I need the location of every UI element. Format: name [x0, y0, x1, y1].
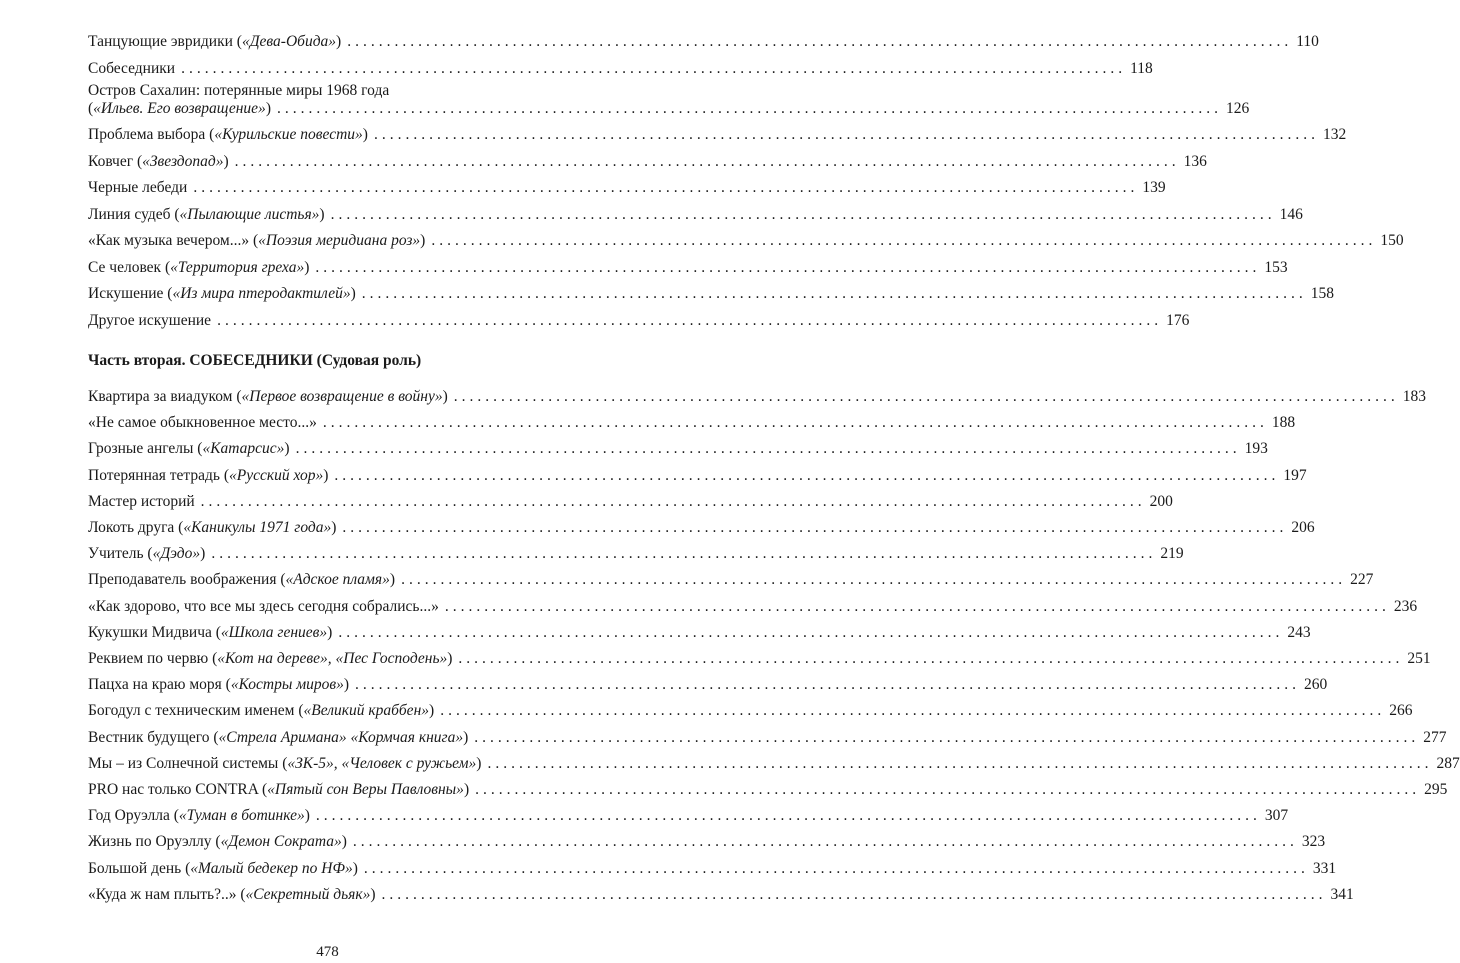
toc-entry — [88, 304, 1190, 330]
entry-title-group — [88, 860, 358, 878]
toc-entry — [88, 277, 1334, 303]
entry-page-number: 153 — [1264, 258, 1288, 276]
entry-page-number: 236 — [1393, 597, 1418, 615]
entry-title-group — [88, 493, 195, 511]
entry-title: Богодул с техническим именем ( — [88, 702, 304, 720]
entry-title-suffix: ) — [370, 885, 376, 903]
entry-work-title: «Территория греха» — [170, 258, 305, 276]
entry-work-title: «Ильев. Его возвращение» — [93, 100, 266, 117]
dot-leader: ........................................................................................................................ — [334, 466, 1280, 484]
entry-title-group — [88, 755, 481, 773]
entry-title-suffix: ) — [362, 126, 368, 143]
dot-leader: ........................................................................................................................ — [453, 388, 1399, 405]
entry-title-suffix: ) — [331, 519, 337, 536]
entry-title-suffix: ) — [476, 754, 482, 772]
toc-entry — [88, 825, 1326, 851]
entry-work-title: «Малый бедекер по НФ» — [190, 859, 353, 877]
entry-title-suffix: ) — [319, 205, 325, 223]
entry-title-group — [88, 312, 211, 330]
toc-entry — [88, 198, 1303, 224]
entry-title: Мастер историй — [88, 492, 195, 510]
entry-title-group — [88, 598, 439, 616]
entry-title: Черные лебеди — [88, 179, 188, 196]
entry-title-group — [88, 60, 175, 78]
page-number: 478 — [316, 944, 339, 960]
entry-title-group — [88, 807, 310, 825]
entry-page-number: 295 — [1424, 781, 1448, 798]
entry-work-title: «Поэзия меридиана роз» — [258, 232, 421, 249]
dot-leader: ........................................................................................................................ — [355, 676, 1301, 694]
toc-entry — [88, 590, 1418, 616]
entry-work-title: «Катарсис» — [202, 440, 285, 458]
dot-leader: ........................................................................................................................ — [217, 311, 1163, 329]
entry-title-group — [88, 206, 325, 224]
entry-title: Мы – из Солнечной системы ( — [88, 754, 288, 772]
dot-leader: ........................................................................................................................ — [193, 179, 1139, 196]
entry-page-number: 243 — [1287, 623, 1311, 641]
entry-title-group — [88, 571, 395, 589]
entry-title-group — [88, 232, 425, 250]
dot-leader: ........................................................................................................................ — [342, 519, 1288, 536]
entry-title: «Не самое обыкновенное место...» — [88, 414, 317, 432]
dot-leader: ........................................................................................................................ — [211, 545, 1157, 563]
entry-title-suffix: ) — [350, 285, 356, 302]
entry-page-number: 287 — [1436, 754, 1460, 772]
entry-title-group — [88, 833, 347, 851]
entry-page-number: 260 — [1304, 676, 1328, 694]
entry-work-title: «Костры миров» — [230, 676, 344, 694]
entry-page-number: 118 — [1130, 59, 1153, 77]
entry-work-title: «Русский хор» — [228, 466, 324, 484]
entry-page-number: 277 — [1423, 728, 1447, 746]
entry-title-group — [88, 33, 341, 51]
entry-page-number: 110 — [1296, 33, 1319, 50]
entry-title-line — [88, 100, 1250, 118]
dot-leader: ........................................................................................................................ — [475, 781, 1421, 798]
toc-entry — [88, 878, 1354, 904]
entry-page-number: 176 — [1166, 311, 1190, 329]
toc-entry — [88, 25, 1319, 51]
entry-page-number: 146 — [1279, 205, 1303, 223]
entry-title-group — [88, 153, 229, 171]
entry-title-suffix: ) — [420, 232, 426, 249]
toc-entry — [88, 380, 1426, 406]
entry-title-suffix: ) — [323, 466, 329, 484]
entry-work-title: «Туман в ботинке» — [178, 807, 305, 825]
entry-title-group — [88, 781, 469, 799]
toc-entry — [88, 747, 1460, 773]
entry-title-group — [88, 545, 205, 563]
entry-work-title: «Пятый сон Веры Павловны» — [267, 781, 464, 798]
entry-title-suffix: ) — [284, 440, 290, 458]
entry-work-title: «Дэдо» — [152, 545, 201, 563]
entry-work-title: «Каникулы 1971 года» — [183, 519, 332, 536]
entry-title: Собеседники — [88, 59, 176, 77]
dot-leader: ........................................................................................................................ — [401, 571, 1347, 589]
entry-work-title: «Демон Сократа» — [220, 833, 342, 851]
dot-leader: ........................................................................................................................ — [474, 728, 1420, 746]
toc-entry — [88, 511, 1315, 537]
entry-title-suffix: ) — [327, 623, 333, 641]
entry-title-group — [88, 285, 356, 303]
entry-title: Грозные ангелы ( — [88, 440, 203, 458]
entry-title-suffix: ) — [304, 807, 310, 825]
dot-leader: ........................................................................................................................ — [352, 833, 1298, 851]
entry-title-group — [88, 729, 468, 747]
entry-title-group — [88, 440, 290, 458]
entry-title: Большой день ( — [88, 859, 191, 877]
entry-title-group — [88, 259, 309, 277]
toc-entry — [88, 852, 1337, 878]
entry-work-title: «Курильские повести» — [214, 126, 363, 143]
entry-work-title: «Секретный дьяк» — [245, 885, 371, 903]
dot-leader: ........................................................................................................................ — [373, 126, 1319, 143]
entry-title: Преподаватель воображения ( — [88, 571, 286, 589]
dot-leader: ........................................................................................................................ — [487, 754, 1433, 772]
entry-work-title: «Первое возвращение в войну» — [241, 388, 443, 405]
toc-entry — [88, 616, 1311, 642]
entry-page-number: 126 — [1225, 100, 1250, 117]
entry-title-group — [88, 702, 434, 720]
entry-title-group — [88, 886, 376, 904]
entry-title-group — [88, 126, 368, 144]
entry-page-number: 193 — [1244, 440, 1268, 458]
toc-entry — [88, 668, 1328, 694]
entry-work-title: «ЗК-5», «Человек с ружьем» — [287, 754, 477, 772]
entry-title-suffix: ) — [341, 833, 347, 851]
toc-entry — [88, 799, 1289, 825]
entry-title-group — [88, 676, 349, 694]
entry-title: Реквием по червю ( — [88, 650, 218, 667]
dot-leader: ........................................................................................................................ — [338, 623, 1284, 641]
entry-work-title: «Из мира птеродактилей» — [172, 285, 351, 302]
toc-entry — [88, 432, 1268, 458]
entry-title: «Как здорово, что все мы здесь сегодня собрались...» — [88, 597, 439, 615]
entry-title: ( — [88, 100, 94, 117]
entry-title-suffix: ) — [352, 859, 358, 877]
dot-leader: ........................................................................................................................ — [381, 885, 1327, 903]
toc-entry — [88, 171, 1166, 197]
entry-title-suffix: ) — [463, 728, 469, 746]
entry-title-suffix: ) — [429, 702, 435, 720]
entry-title: Кукушки Мидвича ( — [88, 623, 221, 641]
entry-work-title: «Дева-Обида» — [241, 33, 337, 50]
entry-title-group — [88, 179, 187, 197]
entry-page-number: 136 — [1183, 152, 1207, 170]
toc-entry — [88, 251, 1288, 277]
entry-work-title: «Звездопад» — [142, 152, 224, 170]
entry-title: Искушение ( — [88, 285, 173, 302]
entry-title: «Куда ж нам плыть?..» ( — [88, 885, 246, 903]
entry-page-number: 341 — [1330, 885, 1354, 903]
entry-title-suffix: ) — [223, 152, 229, 170]
entry-page-number: 331 — [1312, 859, 1337, 877]
entry-title: Се человек ( — [88, 258, 171, 276]
toc-entry — [88, 694, 1413, 720]
entry-title: Линия судеб ( — [88, 205, 180, 223]
toc-entry — [88, 721, 1447, 747]
entry-page-number: 323 — [1301, 833, 1326, 851]
toc-entry — [88, 485, 1173, 511]
entry-title-group — [88, 414, 317, 432]
entry-title-group — [88, 650, 452, 668]
dot-leader: ........................................................................................................................ — [440, 702, 1386, 720]
entry-title-group — [88, 624, 332, 642]
entry-page-number: 206 — [1291, 519, 1315, 536]
entry-title-group — [88, 100, 271, 118]
entry-page-number: 183 — [1402, 388, 1426, 405]
entry-page-number: 132 — [1322, 126, 1347, 143]
entry-work-title: «Пылающие листья» — [179, 205, 320, 223]
entry-page-number: 139 — [1142, 179, 1166, 196]
entry-title-suffix: ) — [389, 571, 396, 589]
section-heading: Часть вторая. СОБЕСЕДНИКИ (Судовая роль) — [88, 352, 422, 369]
entry-title-suffix: ) — [463, 781, 470, 798]
dot-leader: ........................................................................................................................ — [347, 33, 1293, 50]
entry-title: Жизнь по Оруэллу ( — [88, 833, 221, 851]
entry-title-suffix: ) — [304, 258, 310, 276]
entry-title-suffix: ) — [447, 650, 453, 667]
entry-title: Вестник будущего ( — [88, 728, 219, 746]
toc-entry — [88, 78, 1250, 118]
entry-page-number: 227 — [1350, 571, 1374, 589]
entry-title: Квартира за виадуком ( — [88, 388, 242, 405]
entry-page-number: 200 — [1149, 492, 1173, 510]
entry-title: Танцующие эвридики ( — [88, 33, 242, 50]
entry-work-title: «Школа гениев» — [220, 623, 328, 641]
dot-leader: ........................................................................................................................ — [295, 440, 1241, 458]
toc-entry — [88, 459, 1307, 485]
toc-entry — [88, 773, 1448, 799]
entry-page-number: 197 — [1283, 466, 1307, 484]
toc-entry — [88, 52, 1153, 78]
entry-work-title: «Адское пламя» — [285, 571, 390, 589]
dot-leader: ........................................................................................................................ — [322, 414, 1268, 432]
entry-page-number: 188 — [1271, 414, 1296, 432]
dot-leader: ........................................................................................................................ — [315, 807, 1261, 825]
entry-title-suffix: ) — [200, 545, 206, 563]
dot-leader: ........................................................................................................................ — [431, 232, 1377, 249]
entry-page-number: 307 — [1264, 807, 1289, 825]
entry-page-number: 266 — [1389, 702, 1413, 720]
entry-title: Ковчег ( — [88, 152, 143, 170]
entry-title-suffix: ) — [265, 100, 271, 117]
dot-leader: ........................................................................................................................ — [330, 205, 1276, 223]
toc-entry — [88, 145, 1207, 171]
dot-leader: ........................................................................................................................ — [444, 597, 1390, 615]
dot-leader: ........................................................................................................................ — [181, 59, 1127, 77]
toc-entry — [88, 537, 1184, 563]
entry-title: Локоть друга ( — [88, 519, 184, 536]
entry-title: Проблема выбора ( — [88, 126, 215, 143]
entry-title: Год Оруэлла ( — [88, 807, 179, 825]
toc-entry — [88, 224, 1404, 250]
entry-page-number: 219 — [1160, 545, 1184, 563]
entry-page-number: 158 — [1310, 285, 1334, 302]
entry-title: Учитель ( — [88, 545, 153, 563]
dot-leader: ........................................................................................................................ — [315, 258, 1261, 276]
entry-work-title: «Великий краббен» — [303, 702, 430, 720]
toc-entry — [88, 563, 1374, 589]
entry-title: PRO нас только CONTRA ( — [88, 781, 268, 798]
dot-leader: ........................................................................................................................ — [200, 492, 1146, 510]
entry-title-group — [88, 519, 336, 537]
entry-work-title: «Стрела Аримана» «Кормчая книга» — [218, 728, 464, 746]
entry-title: Пацха на краю моря ( — [88, 676, 231, 694]
entry-title-line: Остров Сахалин: потерянные миры 1968 года — [88, 82, 390, 99]
dot-leader: ........................................................................................................................ — [458, 650, 1404, 667]
entry-title: Другое искушение — [88, 311, 212, 329]
dot-leader: ........................................................................................................................ — [363, 859, 1309, 877]
entry-page-number: 251 — [1407, 650, 1431, 667]
entry-title-suffix: ) — [336, 33, 342, 50]
dot-leader: ........................................................................................................................ — [234, 152, 1180, 170]
toc-entry — [88, 118, 1347, 144]
entry-page-number: 150 — [1380, 232, 1404, 249]
toc-entry — [88, 406, 1296, 432]
entry-title: Потерянная тетрадь ( — [88, 466, 229, 484]
entry-title-suffix: ) — [343, 676, 350, 694]
entry-title-group — [88, 467, 328, 485]
toc-entry — [88, 642, 1431, 668]
dot-leader: ........................................................................................................................ — [276, 100, 1222, 117]
entry-title: «Как музыка вечером...» ( — [88, 232, 259, 249]
entry-title-group — [88, 388, 448, 406]
entry-work-title: «Кот на дереве», «Пес Господень» — [217, 650, 448, 667]
dot-leader: ........................................................................................................................ — [361, 285, 1307, 302]
entry-title-suffix: ) — [442, 388, 448, 405]
